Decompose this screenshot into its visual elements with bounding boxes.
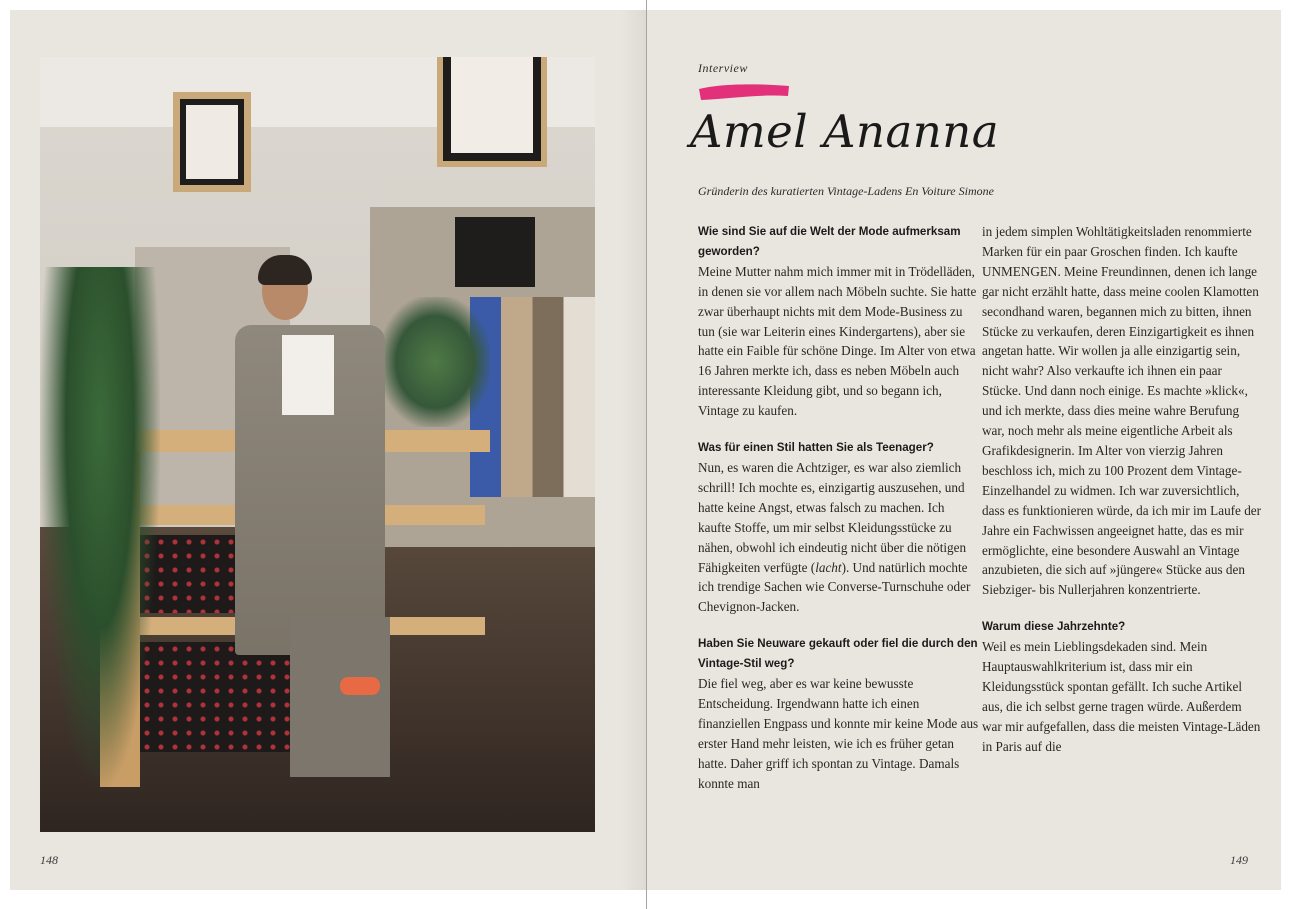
qa-block [698, 438, 980, 617]
potted-plant [380, 297, 490, 427]
article-subtitle: Gründerin des kuratierten Vintage-Ladens En Voiture Simone [698, 184, 994, 198]
page-number-left: 148 [40, 853, 58, 867]
qa-block-continued [982, 222, 1264, 600]
interview-question: Haben Sie Neuware gekauft oder fiel die durch den Vintage-Stil weg? [698, 637, 978, 671]
person-sneakers [340, 677, 380, 695]
section-kicker: Interview [698, 61, 748, 75]
interview-question: Warum diese Jahrzehnte? [982, 620, 1126, 634]
interview-answer: Meine Mutter nahm mich immer mit in Trödelläden, in denen sie vor allem nach Möbeln suchte. Sie hatte zwar überhaupt nichts mit dem Mode-Business zu tun (sie war Leiterin eines Kindergartens), aber sie hatte ein Faible für schöne Dinge. Im Alter von etwa 16 Jahren merkte ich, dass es neben Möbeln auch interessante Kleidung gibt, und so begann ich, Vintage zu kaufen. [698, 263, 977, 419]
person-shirt [282, 335, 334, 415]
interview-answer: Weil es mein Lieblingsdekaden sind. Mein Hauptauswahlkriterium ist, dass mir ein Kleidungsstück spontan gefällt. Ich suche Artikel aus, die ich selbst gerne tragen würde. Außerdem war mir aufgefallen, dass die meisten Vintage-Läden in Paris auf die [982, 639, 1261, 754]
portrait-photo [40, 57, 595, 832]
page-number-right: 149 [1230, 853, 1248, 867]
qa-block [698, 222, 980, 421]
interview-answer-continued: in jedem simplen Wohltätigkeitsladen renommierte Marken für ein paar Groschen finden. Ich kaufte UNMENGEN. Meine Freundinnen, denen ich lange gar nicht erzählt hatte, dass meine coolen Klamotten secondhand waren, begannen mich zu bitten, ihnen Stücke zu verkaufen, deren Einzigartigkeit es ihnen angetan hatte. Wir wollen ja alle einzigartig sein, nicht wahr? Also verkaufte ich ihnen ein paar Stücke. Und dann noch einige. Es machte »klick«, und ich merkte, dass dies meine wahre Berufung war, noch mehr als meine eigentliche Arbeit als Grafikdesignerin. Im Alter von vierzig Jahren beschloss ich, mich zu 100 Prozent dem Vintage-Einzelhandel zu widmen. Ich war zuversichtlich, dass es funktionieren würde, da ich mir im Laufe der Jahre ein Fachwissen angeeignet hatte, das es mir ermöglichte, eine besondere Auswahl an Vintage anzubieten, die sich auf »jüngere« Stücke aus den Siebziger- bis Nullerjahren konzentrierte. [982, 224, 1262, 598]
gutter-shadow [620, 10, 646, 890]
text-column-left [698, 222, 980, 810]
interview-answer: Die fiel weg, aber es war keine bewusste Entscheidung. Irgendwann hatte ich einen finanziellen Engpass und konnte mir keine Mode aus erster Hand mehr leisten, wie ich es früher getan hatte. Daher griff ich spontan zu Vintage. Damals konnte man [698, 676, 979, 791]
qa-block [698, 634, 980, 793]
framed-drawing [173, 92, 251, 192]
text-column-right [982, 222, 1264, 774]
framed-picture [455, 217, 535, 287]
monstera-plant [40, 267, 160, 787]
qa-block [982, 617, 1264, 756]
person-trousers [290, 617, 390, 777]
article-title: Amel Ananna [690, 105, 1000, 158]
interview-question: Wie sind Sie auf die Welt der Mode aufmerksam geworden? [698, 225, 961, 258]
interview-question: Was für einen Stil hatten Sie als Teenager? [698, 441, 934, 455]
interview-answer: Nun, es waren die Achtziger, es war also ziemlich schrill! Ich mochte es, einzigartig auszusehen, und hatte keine Angst, etwas falsch zu machen. Ich kaufte Stoffe, um mir selbst Kleidungsstücke zu nähen, obwohl ich eindeutig nicht über die nötigen Fähigkeiten verfügte (lacht). Und natürlich mochte ich trendige Sachen wie Converse-Turnschuhe oder Chevignon-Jacken. [698, 459, 971, 615]
framed-sketch [437, 57, 547, 167]
page-gutter [646, 0, 647, 909]
aside-laughs: lacht [815, 559, 842, 575]
brush-stroke-icon [698, 82, 790, 102]
